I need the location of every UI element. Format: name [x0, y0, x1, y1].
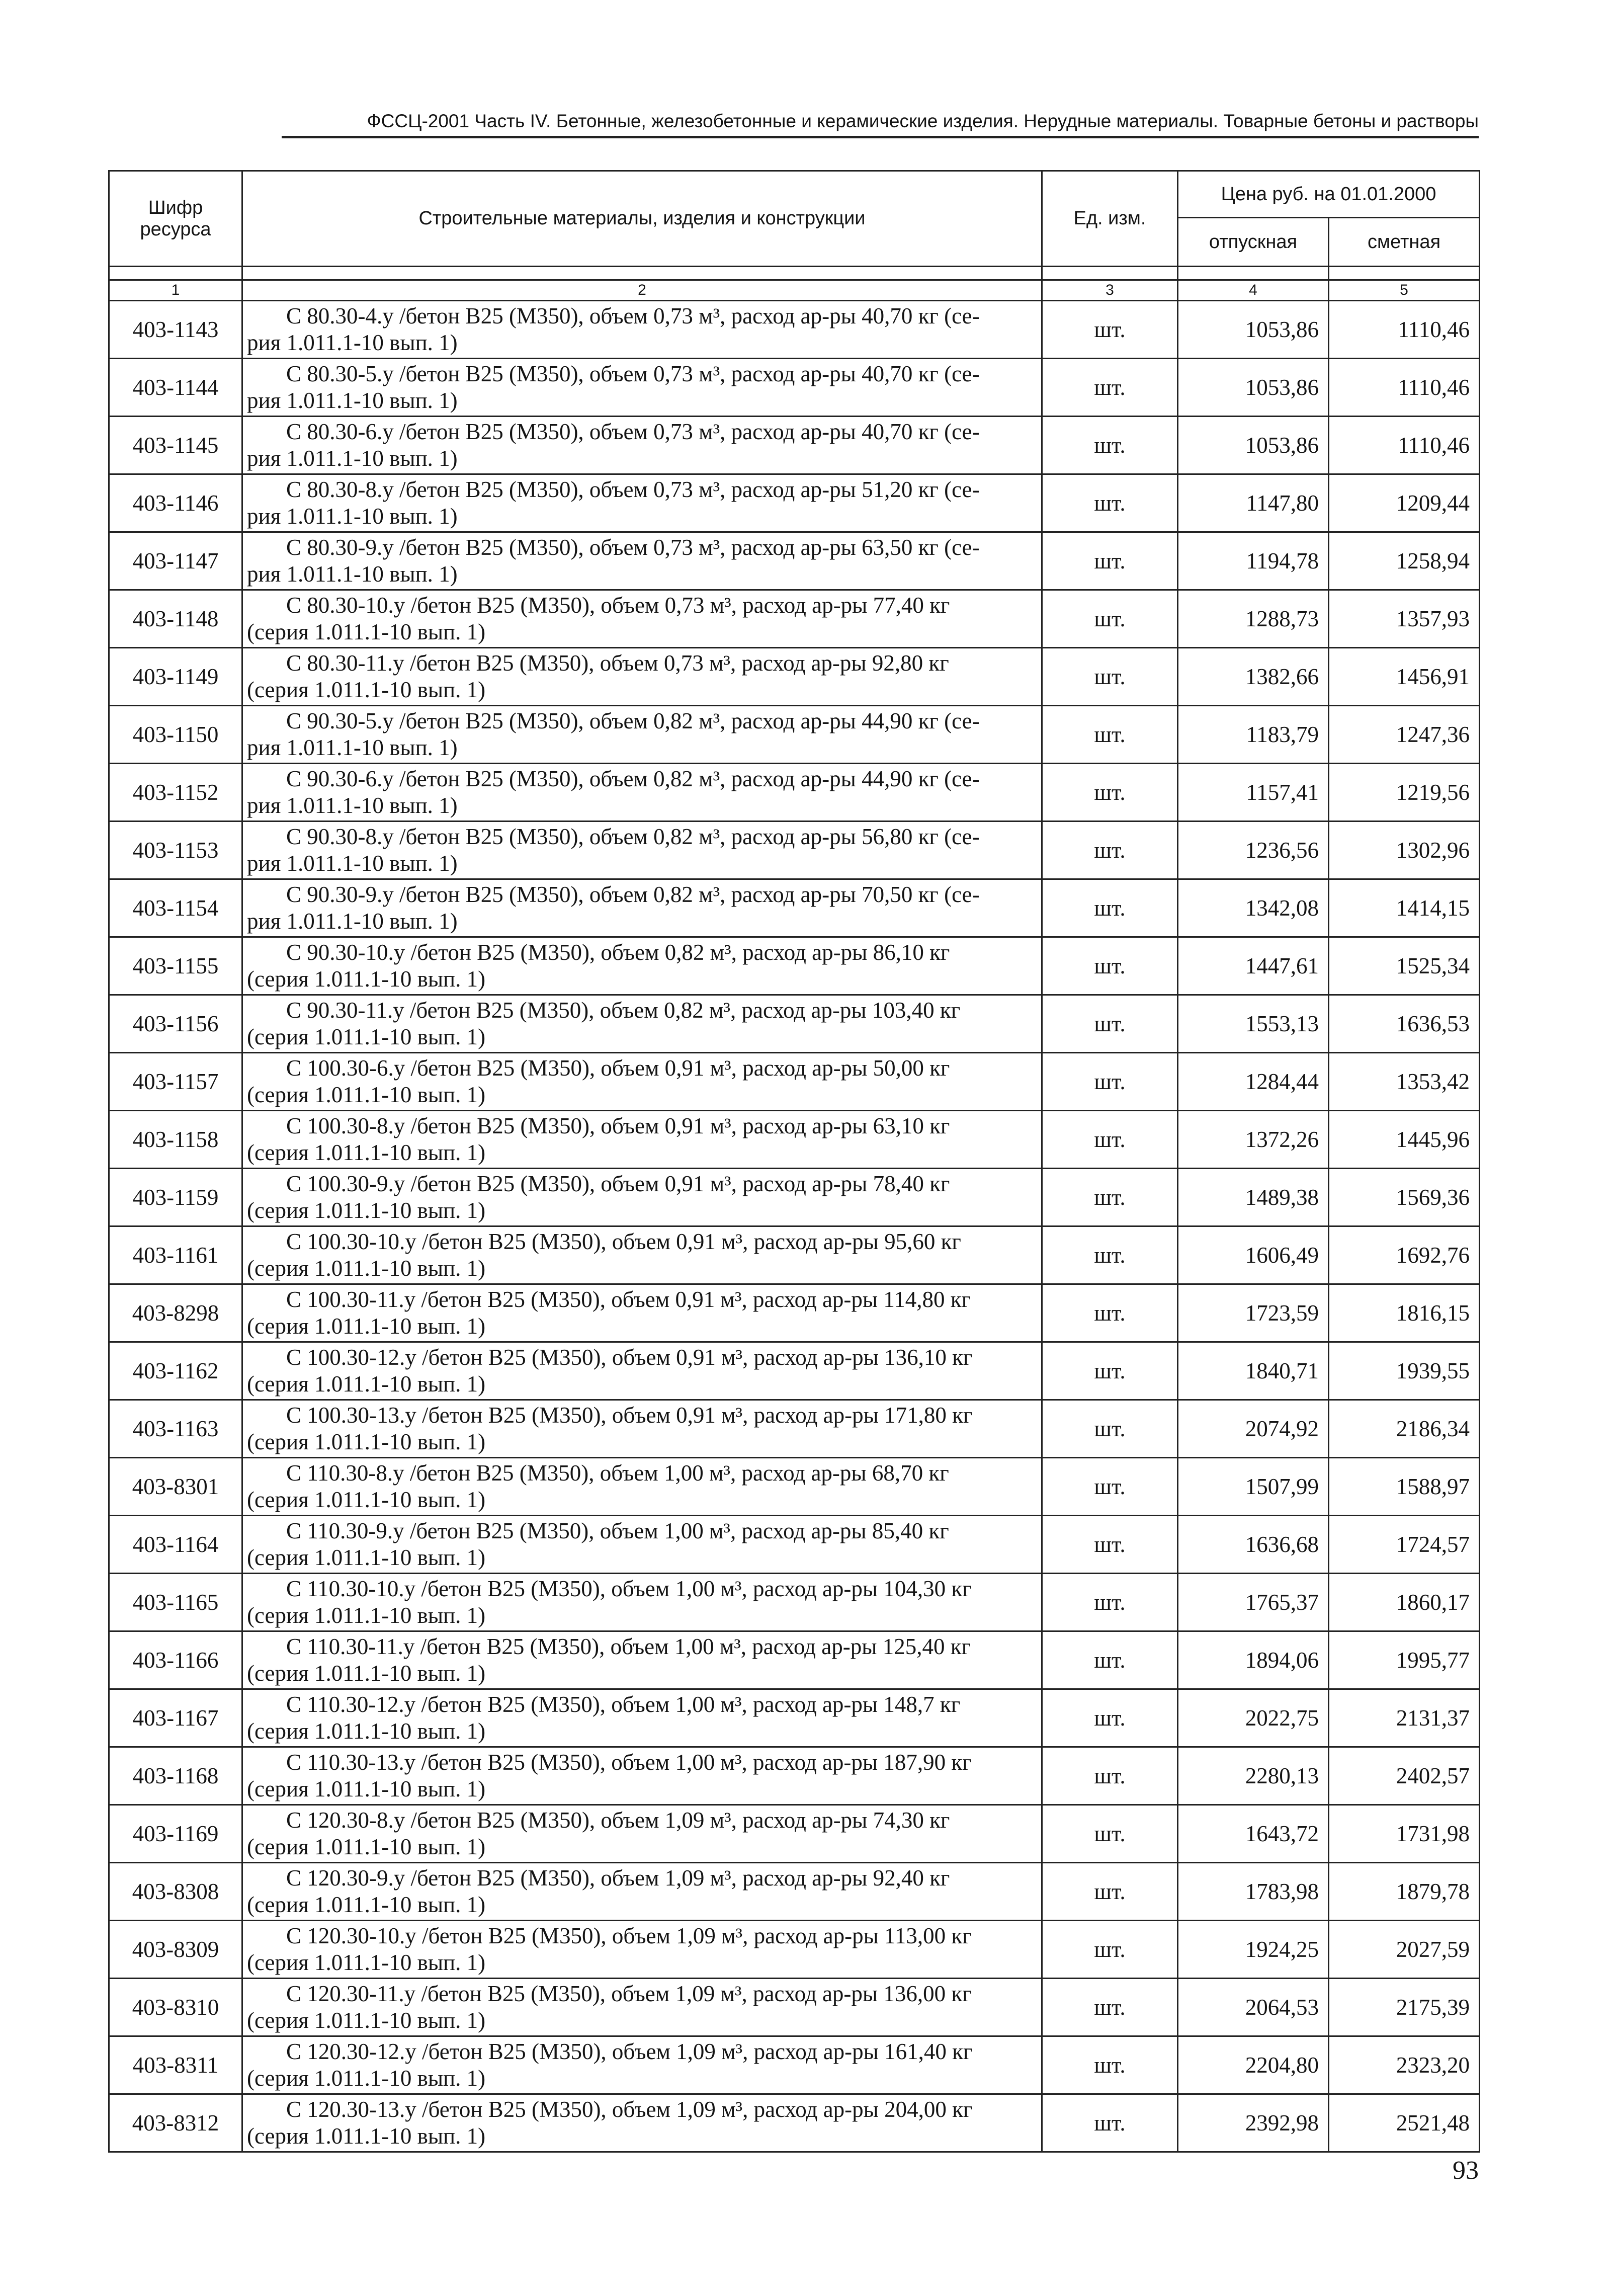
material-description [242, 822, 1042, 879]
unit-of-measure: шт. [1042, 2094, 1178, 2152]
material-description [242, 2094, 1042, 2152]
resource-code: 403-8308 [109, 1863, 242, 1921]
description-line-1: С 90.30-11.у /бетон В25 (М350), объем 0,82 м³, расход ар-ры 103,40 кг [286, 998, 961, 1023]
release-price: 1236,56 [1178, 822, 1329, 879]
estimate-price: 1353,42 [1329, 1053, 1480, 1111]
release-price: 1382,66 [1178, 648, 1329, 706]
table-row [109, 1053, 1480, 1111]
resource-code: 403-1161 [109, 1226, 242, 1284]
release-price: 1053,86 [1178, 417, 1329, 474]
unit-of-measure: шт. [1042, 706, 1178, 764]
resource-code: 403-1148 [109, 590, 242, 648]
table-row [109, 1631, 1480, 1689]
price-table [108, 170, 1480, 2153]
estimate-price: 1258,94 [1329, 532, 1480, 590]
estimate-price: 1445,96 [1329, 1111, 1480, 1169]
description-line-1: С 120.30-10.у /бетон В25 (М350), объем 1,09 м³, расход ар-ры 113,00 кг [286, 1923, 972, 1948]
unit-of-measure: шт. [1042, 1979, 1178, 2036]
table-row [109, 879, 1480, 937]
description-line-2: (серия 1.011.1-10 вып. 1) [247, 1776, 486, 1801]
unit-of-measure: шт. [1042, 1342, 1178, 1400]
table-row [109, 474, 1480, 532]
header-code: Шифр ресурса [109, 171, 242, 267]
unit-of-measure: шт. [1042, 359, 1178, 417]
description-line-2: (серия 1.011.1-10 вып. 1) [247, 1140, 486, 1165]
material-description [242, 1284, 1042, 1342]
material-description [242, 937, 1042, 995]
description-line-2: рия 1.011.1-10 вып. 1) [247, 561, 458, 587]
description-line-1: С 100.30-12.у /бетон В25 (М350), объем 0,91 м³, расход ар-ры 136,10 кг [286, 1345, 973, 1370]
release-price: 1606,49 [1178, 1226, 1329, 1284]
description-line-1: С 90.30-10.у /бетон В25 (М350), объем 0,82 м³, расход ар-ры 86,10 кг [286, 940, 950, 965]
table-row [109, 1458, 1480, 1516]
description-line-1: С 110.30-12.у /бетон В25 (М350), объем 1,00 м³, расход ар-ры 148,7 кг [286, 1692, 961, 1717]
description-line-2: рия 1.011.1-10 вып. 1) [247, 504, 458, 529]
description-line-2: (серия 1.011.1-10 вып. 1) [247, 1371, 486, 1397]
description-line-2: рия 1.011.1-10 вып. 1) [247, 909, 458, 934]
release-price: 1288,73 [1178, 590, 1329, 648]
description-line-1: С 120.30-8.у /бетон В25 (М350), объем 1,09 м³, расход ар-ры 74,30 кг [286, 1808, 950, 1833]
release-price: 2392,98 [1178, 2094, 1329, 2152]
description-line-1: С 120.30-12.у /бетон В25 (М350), объем 1,09 м³, расход ар-ры 161,40 кг [286, 2039, 973, 2064]
header-price-group: Цена руб. на 01.01.2000 [1178, 171, 1480, 218]
release-price: 2280,13 [1178, 1747, 1329, 1805]
release-price: 1147,80 [1178, 474, 1329, 532]
table-row [109, 1689, 1480, 1747]
resource-code: 403-1159 [109, 1169, 242, 1226]
material-description [242, 1805, 1042, 1863]
material-description [242, 1516, 1042, 1574]
release-price: 2064,53 [1178, 1979, 1329, 2036]
unit-of-measure: шт. [1042, 1805, 1178, 1863]
estimate-price: 2323,20 [1329, 2036, 1480, 2094]
description-line-2: (серия 1.011.1-10 вып. 1) [247, 2008, 486, 2033]
unit-of-measure: шт. [1042, 1111, 1178, 1169]
table-row [109, 1284, 1480, 1342]
description-line-2: (серия 1.011.1-10 вып. 1) [247, 619, 486, 644]
table-row [109, 706, 1480, 764]
description-line-1: С 110.30-8.у /бетон В25 (М350), объем 1,00 м³, расход ар-ры 68,70 кг [286, 1460, 949, 1486]
description-line-2: (серия 1.011.1-10 вып. 1) [247, 1198, 486, 1223]
description-line-1: С 80.30-11.у /бетон В25 (М350), объем 0,73 м³, расход ар-ры 92,80 кг [286, 650, 949, 676]
table-row [109, 1574, 1480, 1631]
material-description [242, 1458, 1042, 1516]
description-line-2: рия 1.011.1-10 вып. 1) [247, 388, 458, 413]
description-line-1: С 80.30-4.у /бетон В25 (М350), объем 0,73 м³, расход ар-ры 40,70 кг (се- [286, 303, 980, 329]
material-description [242, 1747, 1042, 1805]
table-row [109, 1111, 1480, 1169]
release-price: 1765,37 [1178, 1574, 1329, 1631]
description-line-1: С 100.30-8.у /бетон В25 (М350), объем 0,91 м³, расход ар-ры 63,10 кг [286, 1113, 950, 1138]
header-price-release: отпускная [1178, 218, 1329, 267]
estimate-price: 2027,59 [1329, 1921, 1480, 1979]
description-line-2: рия 1.011.1-10 вып. 1) [247, 446, 458, 471]
unit-of-measure: шт. [1042, 1226, 1178, 1284]
description-line-2: (серия 1.011.1-10 вып. 1) [247, 1603, 486, 1628]
material-description [242, 1689, 1042, 1747]
estimate-price: 1209,44 [1329, 474, 1480, 532]
description-line-2: (серия 1.011.1-10 вып. 1) [247, 1024, 486, 1049]
description-line-1: С 100.30-9.у /бетон В25 (М350), объем 0,91 м³, расход ар-ры 78,40 кг [286, 1171, 950, 1196]
description-line-2: рия 1.011.1-10 вып. 1) [247, 330, 458, 355]
release-price: 1053,86 [1178, 301, 1329, 359]
release-price: 2022,75 [1178, 1689, 1329, 1747]
description-line-2: (серия 1.011.1-10 вып. 1) [247, 1082, 486, 1107]
unit-of-measure: шт. [1042, 2036, 1178, 2094]
description-line-2: рия 1.011.1-10 вып. 1) [247, 793, 458, 818]
description-line-2: (серия 1.011.1-10 вып. 1) [247, 1314, 486, 1339]
description-line-2: (серия 1.011.1-10 вып. 1) [247, 1718, 486, 1744]
unit-of-measure: шт. [1042, 822, 1178, 879]
resource-code: 403-1145 [109, 417, 242, 474]
resource-code: 403-1168 [109, 1747, 242, 1805]
unit-of-measure: шт. [1042, 995, 1178, 1053]
material-description [242, 1631, 1042, 1689]
unit-of-measure: шт. [1042, 1516, 1178, 1574]
release-price: 2074,92 [1178, 1400, 1329, 1458]
description-line-2: (серия 1.011.1-10 вып. 1) [247, 1661, 486, 1686]
table-row [109, 1226, 1480, 1284]
description-line-2: рия 1.011.1-10 вып. 1) [247, 851, 458, 876]
description-line-1: С 90.30-9.у /бетон В25 (М350), объем 0,82 м³, расход ар-ры 70,50 кг (се- [286, 882, 980, 907]
table-row [109, 417, 1480, 474]
release-price: 1840,71 [1178, 1342, 1329, 1400]
release-price: 1053,86 [1178, 359, 1329, 417]
estimate-price: 1357,93 [1329, 590, 1480, 648]
release-price: 1342,08 [1178, 879, 1329, 937]
material-description [242, 1574, 1042, 1631]
release-price: 1447,61 [1178, 937, 1329, 995]
resource-code: 403-8301 [109, 1458, 242, 1516]
resource-code: 403-1166 [109, 1631, 242, 1689]
description-line-2: (серия 1.011.1-10 вып. 1) [247, 1834, 486, 1859]
column-number: 5 [1329, 280, 1480, 301]
table-row [109, 937, 1480, 995]
release-price: 1924,25 [1178, 1921, 1329, 1979]
table-row [109, 1805, 1480, 1863]
unit-of-measure: шт. [1042, 937, 1178, 995]
resource-code: 403-1143 [109, 301, 242, 359]
table-row [109, 1516, 1480, 1574]
estimate-price: 2131,37 [1329, 1689, 1480, 1747]
estimate-price: 1636,53 [1329, 995, 1480, 1053]
release-price: 1783,98 [1178, 1863, 1329, 1921]
table-row [109, 1921, 1480, 1979]
table-row [109, 1342, 1480, 1400]
description-line-1: С 100.30-11.у /бетон В25 (М350), объем 0,91 м³, расход ар-ры 114,80 кг [286, 1287, 971, 1312]
description-line-1: С 110.30-13.у /бетон В25 (М350), объем 1,00 м³, расход ар-ры 187,90 кг [286, 1750, 972, 1775]
table-row [109, 1979, 1480, 2036]
unit-of-measure: шт. [1042, 1053, 1178, 1111]
table-row [109, 1863, 1480, 1921]
estimate-price: 1879,78 [1329, 1863, 1480, 1921]
description-line-1: С 120.30-11.у /бетон В25 (М350), объем 1,09 м³, расход ар-ры 136,00 кг [286, 1981, 972, 2006]
estimate-price: 2521,48 [1329, 2094, 1480, 2152]
estimate-price: 1219,56 [1329, 764, 1480, 822]
resource-code: 403-1144 [109, 359, 242, 417]
estimate-price: 1247,36 [1329, 706, 1480, 764]
resource-code: 403-1165 [109, 1574, 242, 1631]
estimate-price: 1414,15 [1329, 879, 1480, 937]
description-line-2: (серия 1.011.1-10 вып. 1) [247, 2123, 486, 2149]
material-description [242, 1921, 1042, 1979]
material-description [242, 474, 1042, 532]
unit-of-measure: шт. [1042, 1631, 1178, 1689]
material-description [242, 706, 1042, 764]
table-row [109, 2094, 1480, 2152]
description-line-1: С 110.30-10.у /бетон В25 (М350), объем 1,00 м³, расход ар-ры 104,30 кг [286, 1576, 972, 1601]
material-description [242, 1863, 1042, 1921]
description-line-2: рия 1.011.1-10 вып. 1) [247, 735, 458, 760]
unit-of-measure: шт. [1042, 1689, 1178, 1747]
release-price: 1636,68 [1178, 1516, 1329, 1574]
material-description [242, 1169, 1042, 1226]
material-description [242, 648, 1042, 706]
description-line-1: С 120.30-9.у /бетон В25 (М350), объем 1,09 м³, расход ар-ры 92,40 кг [286, 1865, 950, 1891]
estimate-price: 1588,97 [1329, 1458, 1480, 1516]
estimate-price: 1569,36 [1329, 1169, 1480, 1226]
table-row [109, 2036, 1480, 2094]
release-price: 1157,41 [1178, 764, 1329, 822]
estimate-price: 2402,57 [1329, 1747, 1480, 1805]
description-line-1: С 110.30-11.у /бетон В25 (М350), объем 1,00 м³, расход ар-ры 125,40 кг [286, 1634, 971, 1659]
material-description [242, 417, 1042, 474]
resource-code: 403-1157 [109, 1053, 242, 1111]
resource-code: 403-1147 [109, 532, 242, 590]
estimate-price: 1860,17 [1329, 1574, 1480, 1631]
page-number: 93 [1453, 2156, 1479, 2185]
unit-of-measure: шт. [1042, 1169, 1178, 1226]
column-number: 4 [1178, 280, 1329, 301]
unit-of-measure: шт. [1042, 532, 1178, 590]
estimate-price: 1692,76 [1329, 1226, 1480, 1284]
resource-code: 403-1156 [109, 995, 242, 1053]
description-line-1: С 80.30-8.у /бетон В25 (М350), объем 0,73 м³, расход ар-ры 51,20 кг (се- [286, 477, 980, 502]
estimate-price: 2175,39 [1329, 1979, 1480, 2036]
description-line-1: С 110.30-9.у /бетон В25 (М350), объем 1,00 м³, расход ар-ры 85,40 кг [286, 1518, 949, 1543]
material-description [242, 1400, 1042, 1458]
resource-code: 403-1150 [109, 706, 242, 764]
resource-code: 403-1152 [109, 764, 242, 822]
unit-of-measure: шт. [1042, 1921, 1178, 1979]
material-description [242, 359, 1042, 417]
material-description [242, 1053, 1042, 1111]
description-line-1: С 90.30-5.у /бетон В25 (М350), объем 0,82 м³, расход ар-ры 44,90 кг (се- [286, 708, 980, 733]
column-number-row [109, 280, 1480, 301]
description-line-1: С 80.30-9.у /бетон В25 (М350), объем 0,73 м³, расход ар-ры 63,50 кг (се- [286, 535, 980, 560]
estimate-price: 1995,77 [1329, 1631, 1480, 1689]
material-description [242, 1979, 1042, 2036]
column-number: 3 [1042, 280, 1178, 301]
unit-of-measure: шт. [1042, 590, 1178, 648]
resource-code: 403-8309 [109, 1921, 242, 1979]
resource-code: 403-1153 [109, 822, 242, 879]
release-price: 1723,59 [1178, 1284, 1329, 1342]
resource-code: 403-1167 [109, 1689, 242, 1747]
release-price: 1553,13 [1178, 995, 1329, 1053]
unit-of-measure: шт. [1042, 301, 1178, 359]
unit-of-measure: шт. [1042, 1747, 1178, 1805]
estimate-price: 1110,46 [1329, 301, 1480, 359]
resource-code: 403-1146 [109, 474, 242, 532]
material-description [242, 590, 1042, 648]
resource-code: 403-1149 [109, 648, 242, 706]
resource-code: 403-8312 [109, 2094, 242, 2152]
header-name: Строительные материалы, изделия и конструкции [242, 171, 1042, 267]
release-price: 2204,80 [1178, 2036, 1329, 2094]
material-description [242, 995, 1042, 1053]
column-number: 2 [242, 280, 1042, 301]
unit-of-measure: шт. [1042, 417, 1178, 474]
estimate-price: 1302,96 [1329, 822, 1480, 879]
estimate-price: 1525,34 [1329, 937, 1480, 995]
resource-code: 403-1164 [109, 1516, 242, 1574]
estimate-price: 1456,91 [1329, 648, 1480, 706]
description-line-2: (серия 1.011.1-10 вып. 1) [247, 1892, 486, 1917]
table-row [109, 1169, 1480, 1226]
table-row [109, 1400, 1480, 1458]
resource-code: 403-8298 [109, 1284, 242, 1342]
description-line-2: (серия 1.011.1-10 вып. 1) [247, 1429, 486, 1454]
estimate-price: 1110,46 [1329, 359, 1480, 417]
resource-code: 403-1169 [109, 1805, 242, 1863]
unit-of-measure: шт. [1042, 1574, 1178, 1631]
release-price: 1372,26 [1178, 1111, 1329, 1169]
resource-code: 403-8311 [109, 2036, 242, 2094]
estimate-price: 1724,57 [1329, 1516, 1480, 1574]
unit-of-measure: шт. [1042, 1458, 1178, 1516]
table-row [109, 995, 1480, 1053]
material-description [242, 1342, 1042, 1400]
unit-of-measure: шт. [1042, 879, 1178, 937]
release-price: 1489,38 [1178, 1169, 1329, 1226]
description-line-2: (серия 1.011.1-10 вып. 1) [247, 1950, 486, 1975]
release-price: 1507,99 [1178, 1458, 1329, 1516]
table-row [109, 590, 1480, 648]
running-header: ФССЦ-2001 Часть IV. Бетонные, железобетонные и керамические изделия. Нерудные материалы. Товарные бетоны и растворы [282, 111, 1479, 138]
table-row [109, 359, 1480, 417]
description-line-1: С 90.30-8.у /бетон В25 (М350), объем 0,82 м³, расход ар-ры 56,80 кг (се- [286, 824, 980, 849]
release-price: 1894,06 [1178, 1631, 1329, 1689]
description-line-2: (серия 1.011.1-10 вып. 1) [247, 677, 486, 702]
estimate-price: 1110,46 [1329, 417, 1480, 474]
description-line-1: С 80.30-6.у /бетон В25 (М350), объем 0,73 м³, расход ар-ры 40,70 кг (се- [286, 419, 980, 444]
header-price-estimate: сметная [1329, 218, 1480, 267]
material-description [242, 532, 1042, 590]
resource-code: 403-1155 [109, 937, 242, 995]
resource-code: 403-1154 [109, 879, 242, 937]
table-row [109, 532, 1480, 590]
material-description [242, 1226, 1042, 1284]
description-line-2: (серия 1.011.1-10 вып. 1) [247, 1545, 486, 1570]
release-price: 1284,44 [1178, 1053, 1329, 1111]
description-line-1: С 100.30-13.у /бетон В25 (М350), объем 0,91 м³, расход ар-ры 171,80 кг [286, 1403, 973, 1428]
material-description [242, 764, 1042, 822]
table-row [109, 764, 1480, 822]
description-line-2: (серия 1.011.1-10 вып. 1) [247, 1487, 486, 1512]
header-gap [109, 267, 1480, 280]
material-description [242, 879, 1042, 937]
description-line-1: С 100.30-10.у /бетон В25 (М350), объем 0,91 м³, расход ар-ры 95,60 кг [286, 1229, 961, 1254]
estimate-price: 1731,98 [1329, 1805, 1480, 1863]
material-description [242, 301, 1042, 359]
unit-of-measure: шт. [1042, 474, 1178, 532]
description-line-2: (серия 1.011.1-10 вып. 1) [247, 1256, 486, 1281]
resource-code: 403-1162 [109, 1342, 242, 1400]
description-line-2: (серия 1.011.1-10 вып. 1) [247, 2066, 486, 2091]
resource-code: 403-8310 [109, 1979, 242, 2036]
table-row [109, 301, 1480, 359]
material-description [242, 2036, 1042, 2094]
resource-code: 403-1163 [109, 1400, 242, 1458]
unit-of-measure: шт. [1042, 1400, 1178, 1458]
description-line-1: С 100.30-6.у /бетон В25 (М350), объем 0,91 м³, расход ар-ры 50,00 кг [286, 1055, 950, 1081]
description-line-1: С 80.30-5.у /бетон В25 (М350), объем 0,73 м³, расход ар-ры 40,70 кг (се- [286, 361, 980, 386]
description-line-2: (серия 1.011.1-10 вып. 1) [247, 966, 486, 992]
table-row [109, 822, 1480, 879]
table-row [109, 648, 1480, 706]
estimate-price: 2186,34 [1329, 1400, 1480, 1458]
estimate-price: 1816,15 [1329, 1284, 1480, 1342]
release-price: 1183,79 [1178, 706, 1329, 764]
column-number: 1 [109, 280, 242, 301]
unit-of-measure: шт. [1042, 1863, 1178, 1921]
unit-of-measure: шт. [1042, 1284, 1178, 1342]
release-price: 1194,78 [1178, 532, 1329, 590]
estimate-price: 1939,55 [1329, 1342, 1480, 1400]
release-price: 1643,72 [1178, 1805, 1329, 1863]
header-unit: Ед. изм. [1042, 171, 1178, 267]
description-line-1: С 80.30-10.у /бетон В25 (М350), объем 0,73 м³, расход ар-ры 77,40 кг [286, 593, 950, 618]
description-line-1: С 90.30-6.у /бетон В25 (М350), объем 0,82 м³, расход ар-ры 44,90 кг (се- [286, 766, 980, 791]
table-row [109, 1747, 1480, 1805]
unit-of-measure: шт. [1042, 764, 1178, 822]
material-description [242, 1111, 1042, 1169]
unit-of-measure: шт. [1042, 648, 1178, 706]
resource-code: 403-1158 [109, 1111, 242, 1169]
description-line-1: С 120.30-13.у /бетон В25 (М350), объем 1,09 м³, расход ар-ры 204,00 кг [286, 2097, 973, 2122]
